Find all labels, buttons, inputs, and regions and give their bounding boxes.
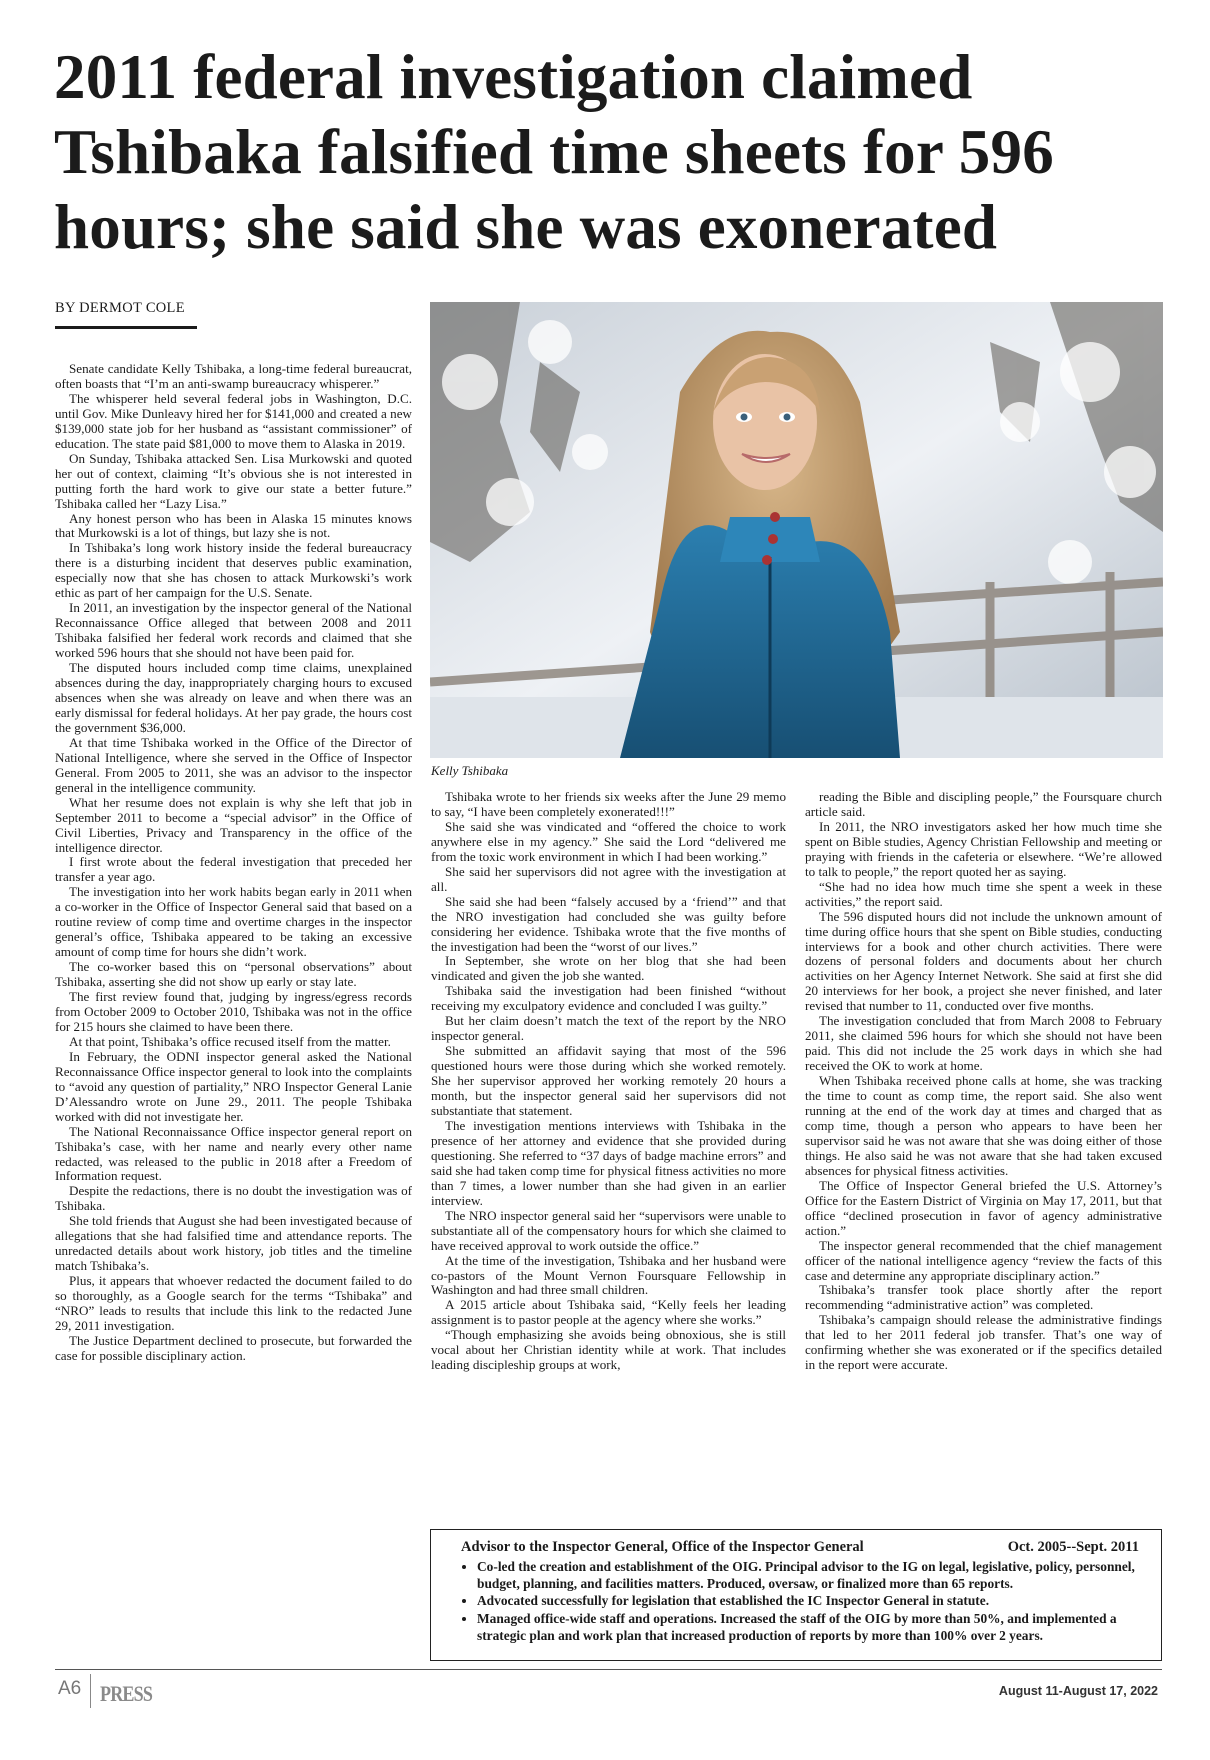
paragraph: Senate candidate Kelly Tshibaka, a long-time federal bureaucrat, often boasts that “I’m an anti-swamp bureaucracy whisperer.” — [55, 361, 412, 391]
paragraph: In February, the ODNI inspector general asked the National Reconnaissance Office inspector general to look into the complaints to “avoid any question of partiality,” NRO Inspector General Lanie D’Alessandro wrote on June 29., 2011. The people Tshibaka worked with did not investigate her. — [55, 1048, 412, 1124]
paragraph: The investigation into her work habits began early in 2011 when a co-worker in the Office of Inspector General said that based on a routine review of comp time and overtime charges in the inspector general’s office, Tshibaka appeared to be taking an excessive amount of comp time for hours she didn’t work. — [55, 884, 412, 960]
paragraph: In 2011, the NRO investigators asked her how much time she spent on Bible studies, Agency Christian Fellowship and meeting or praying with friends in the cafeteria or elsewhere. “We’re allowed to talk to people,” the report quoted her as saying. — [805, 818, 1162, 879]
paragraph: What her resume does not explain is why she left that job in September 2011 to become a “special advisor” in the Office of Civil Liberties, Privacy and Transparency in the office of the intelligence director. — [55, 794, 412, 855]
paragraph: Tshibaka’s transfer took place shortly after the report recommending “administrative action” was completed. — [805, 1282, 1162, 1313]
paragraph: The investigation concluded that from March 2008 to February 2011, she claimed 596 hours for which she should not have been paid. This did not include the 25 work days in which she had received the OK to work at home. — [805, 1013, 1162, 1074]
resume-bullet: • Managed office-wide staff and operations. Increased the staff of the OIG by more than 50%, and implemented a strategic plan and work plan that increased production of reports by more than 100% over 2 years. — [477, 1610, 1139, 1644]
footer-rule — [55, 1669, 1162, 1670]
photo-caption: Kelly Tshibaka — [431, 763, 509, 778]
paragraph: On Sunday, Tshibaka attacked Sen. Lisa Murkowski and quoted her out of context, claiming “It’s obvious she is not interested in putting forth the hard work to give our state a better future.” Tshibaka called her “Lazy Lisa.” — [55, 450, 412, 511]
paragraph: But her claim doesn’t match the text of the report by the NRO inspector general. — [431, 1013, 786, 1044]
headline: 2011 federal investigation claimed Tshibaka falsified time sheets for 596 hours; she said she was exonerated — [54, 42, 1054, 262]
paragraph: I first wrote about the federal investigation that preceded her transfer a year ago. — [55, 854, 412, 885]
resume-header — [461, 1539, 1139, 1556]
resume-excerpt-box — [430, 1529, 1162, 1661]
paragraph: At that time Tshibaka worked in the Office of the Director of National Intelligence, where she served in the Office of Inspector General. From 2005 to 2011, she was an advisor to the inspector general in the intelligence community. — [55, 734, 412, 795]
article-column-1 — [55, 362, 412, 1364]
issue-date: August 11-August 17, 2022 — [998, 1684, 1158, 1698]
paragraph: The investigation mentions interviews with Tshibaka in the presence of her attorney and evidence that she provided during questioning. She referred to “37 days of badge machine errors” and said she had taken comp time for physical fitness activities no more than 7 times, a lower number than she had given in an earlier interview. — [431, 1117, 786, 1208]
resume-bullet: • Co-led the creation and establishment of the OIG. Principal advisor to the IG on legal, legislative, policy, personnel, budget, planning, and facilities matters. Produced, oversaw, or finalized more than 65 reports. — [477, 1558, 1139, 1592]
paragraph: In Tshibaka’s long work history inside the federal bureaucracy there is a disturbing incident that deserves public examination, especially now that she has chosen to attack Murkowski’s work ethic as part of her campaign for the U.S. Senate. — [55, 540, 412, 601]
paragraph: The disputed hours included comp time claims, unexplained absences during the day, inappropriately charging hours to excused absences when she was already on leave and when there was an early dismissal for federal holidays. At her pay grade, the hours cost the government $36,000. — [55, 660, 412, 735]
paragraph: In September, she wrote on her blog that she had been vindicated and given the job she wanted. — [431, 953, 786, 984]
byline-rule — [55, 326, 197, 329]
paragraph: At that point, Tshibaka’s office recused itself from the matter. — [69, 1033, 391, 1049]
paragraph: The inspector general recommended that the chief management officer of the national intelligence agency “review the facts of this case and determine any appropriate disciplinary action.” — [805, 1237, 1162, 1283]
paragraph: She submitted an affidavit saying that most of the 596 questioned hours were those during which she worked remotely. She her supervisor approved her working remotely 20 hours a month, but the inspector general said her supervisors did not substantiate that statement. — [431, 1043, 786, 1119]
paragraph: A 2015 article about Tshibaka said, “Kelly feels her leading assignment is to pastor people at the agency where she works.” — [431, 1297, 786, 1328]
paragraph: Tshibaka said the investigation had been finished “without receiving my exculpatory evidence and concluded I was guilty.” — [431, 983, 786, 1014]
resume-bullet: • Advocated successfully for legislation that established the IC Inspector General in statute. — [477, 1592, 1139, 1609]
paragraph: She said her supervisors did not agree with the investigation at all. — [431, 863, 786, 894]
paragraph: Any honest person who has been in Alaska 15 minutes knows that Murkowski is a lot of things, but lazy she is not. — [55, 510, 412, 541]
paragraph: “Though emphasizing she avoids being obnoxious, she is still vocal about her Christian identity while at work. That includes leading discipleship groups at work, — [431, 1327, 786, 1373]
paragraph: At the time of the investigation, Tshibaka and her husband were co-pastors of the Mount Vernon Foursquare Fellowship in Washington and had three small children. — [431, 1252, 786, 1298]
paragraph: reading the Bible and discipling people,” the Foursquare church article said. — [805, 789, 1162, 819]
paragraph: The National Reconnaissance Office inspector general report on Tshibaka’s case, with her name and nearly every other name redacted, was released to the public in 2018 after a Freedom of Information request. — [55, 1123, 412, 1184]
paragraph: The co-worker based this on “personal observations” about Tshibaka, asserting she did not show up early or stay late. — [55, 959, 412, 990]
paragraph: Tshibaka’s campaign should release the administrative findings that led to her 2011 federal job transfer. That’s one way of confirming whether she was exonerated or if the specifics detailed in the report were accurate. — [805, 1312, 1162, 1373]
footer-separator — [90, 1674, 91, 1708]
paragraph: The NRO inspector general said her “supervisors were unable to substantiate all of the compensatory hours for which she claimed to have received approval to work outside the office.” — [431, 1207, 786, 1253]
photo — [430, 302, 1163, 758]
resume-bullets — [461, 1558, 1139, 1644]
paragraph: “She had no idea how much time she spent a week in these activities,” the report said. — [805, 878, 1162, 909]
page-number: A6 — [58, 1678, 82, 1699]
paragraph: The Justice Department declined to prosecute, but forwarded the case for possible disciplinary action. — [55, 1332, 412, 1363]
byline: BY DERMOT COLE — [55, 300, 185, 316]
portrait-photo — [430, 302, 1163, 758]
paragraph: Despite the redactions, there is no doubt the investigation was of Tshibaka. — [55, 1183, 412, 1214]
article-column-2 — [431, 790, 786, 1373]
article-column-3 — [805, 790, 1162, 1373]
paragraph: She told friends that August she had been investigated because of allegations that she had falsified time and attendance reports. The unredacted details about work history, job titles and the timeline match Tshibaka’s. — [55, 1213, 412, 1274]
paragraph: The whisperer held several federal jobs in Washington, D.C. until Gov. Mike Dunleavy hired her for $141,000 and created a new $139,000 state job for her husband as “assistant commissioner” of education. The state paid $81,000 to move them to Alaska in 2019. — [55, 390, 412, 451]
paragraph: When Tshibaka received phone calls at home, she was tracking the time to count as comp time, the report said. She also went running at the end of the work day at times and charged that as comp time, though a person who appears to have been her supervisor said he was not aware that she was doing either of those things. He also said he was not aware that she had taken excused absences for physical fitness activities. — [805, 1073, 1162, 1178]
press-logo: PRESS — [100, 1681, 153, 1706]
paragraph: In 2011, an investigation by the inspector general of the National Reconnaissance Office alleged that between 2008 and 2011 Tshibaka falsified her federal work records and claimed that she worked 596 hours that she should not have been paid for. — [55, 600, 412, 661]
resume-dates: Oct. 2005--Sept. 2011 — [1007, 1539, 1139, 1555]
resume-title: Advisor to the Inspector General, Office of the Inspector General — [461, 1539, 864, 1555]
paragraph: The 596 disputed hours did not include the unknown amount of time during office hours that she spent on Bible studies, conducting interviews for a book and other church activities. There were dozens of personal folders and documents about her church activities on her Agency Internet Network. She said at first she did 20 interviews for her book, a project she never finished, and later revised that number to 11, conducted over five months. — [805, 908, 1162, 1014]
paragraph: Plus, it appears that whoever redacted the document failed to do so thoroughly, as a Google search for the terms “Tshibaka” and “NRO” leads to results that include this link to the redacted June 29, 2011 investigation. — [55, 1273, 412, 1333]
paragraph: She said she was vindicated and “offered the choice to work anywhere else in my agency.” She said the Lord “delivered me from the toxic work environment in which I had been working.” — [431, 818, 786, 864]
paragraph: She said she had been “falsely accused by a ‘friend’” and that the NRO investigation had concluded she was guilty before considering her evidence. Tshibaka wrote that the five months of the investigation had been the “worst of our lives.” — [431, 893, 786, 954]
paragraph: The first review found that, judging by ingress/egress records from October 2009 to October 2010, Tshibaka was not in the office for 215 hours she claimed to have been there. — [55, 989, 412, 1034]
paragraph: The Office of Inspector General briefed the U.S. Attorney’s Office for the Eastern District of Virginia on May 17, 2011, but that office “declined prosecution in favor of agency administrative action.” — [805, 1177, 1162, 1238]
paragraph: Tshibaka wrote to her friends six weeks after the June 29 memo to say, “I have been completely exonerated!!!” — [431, 789, 786, 819]
